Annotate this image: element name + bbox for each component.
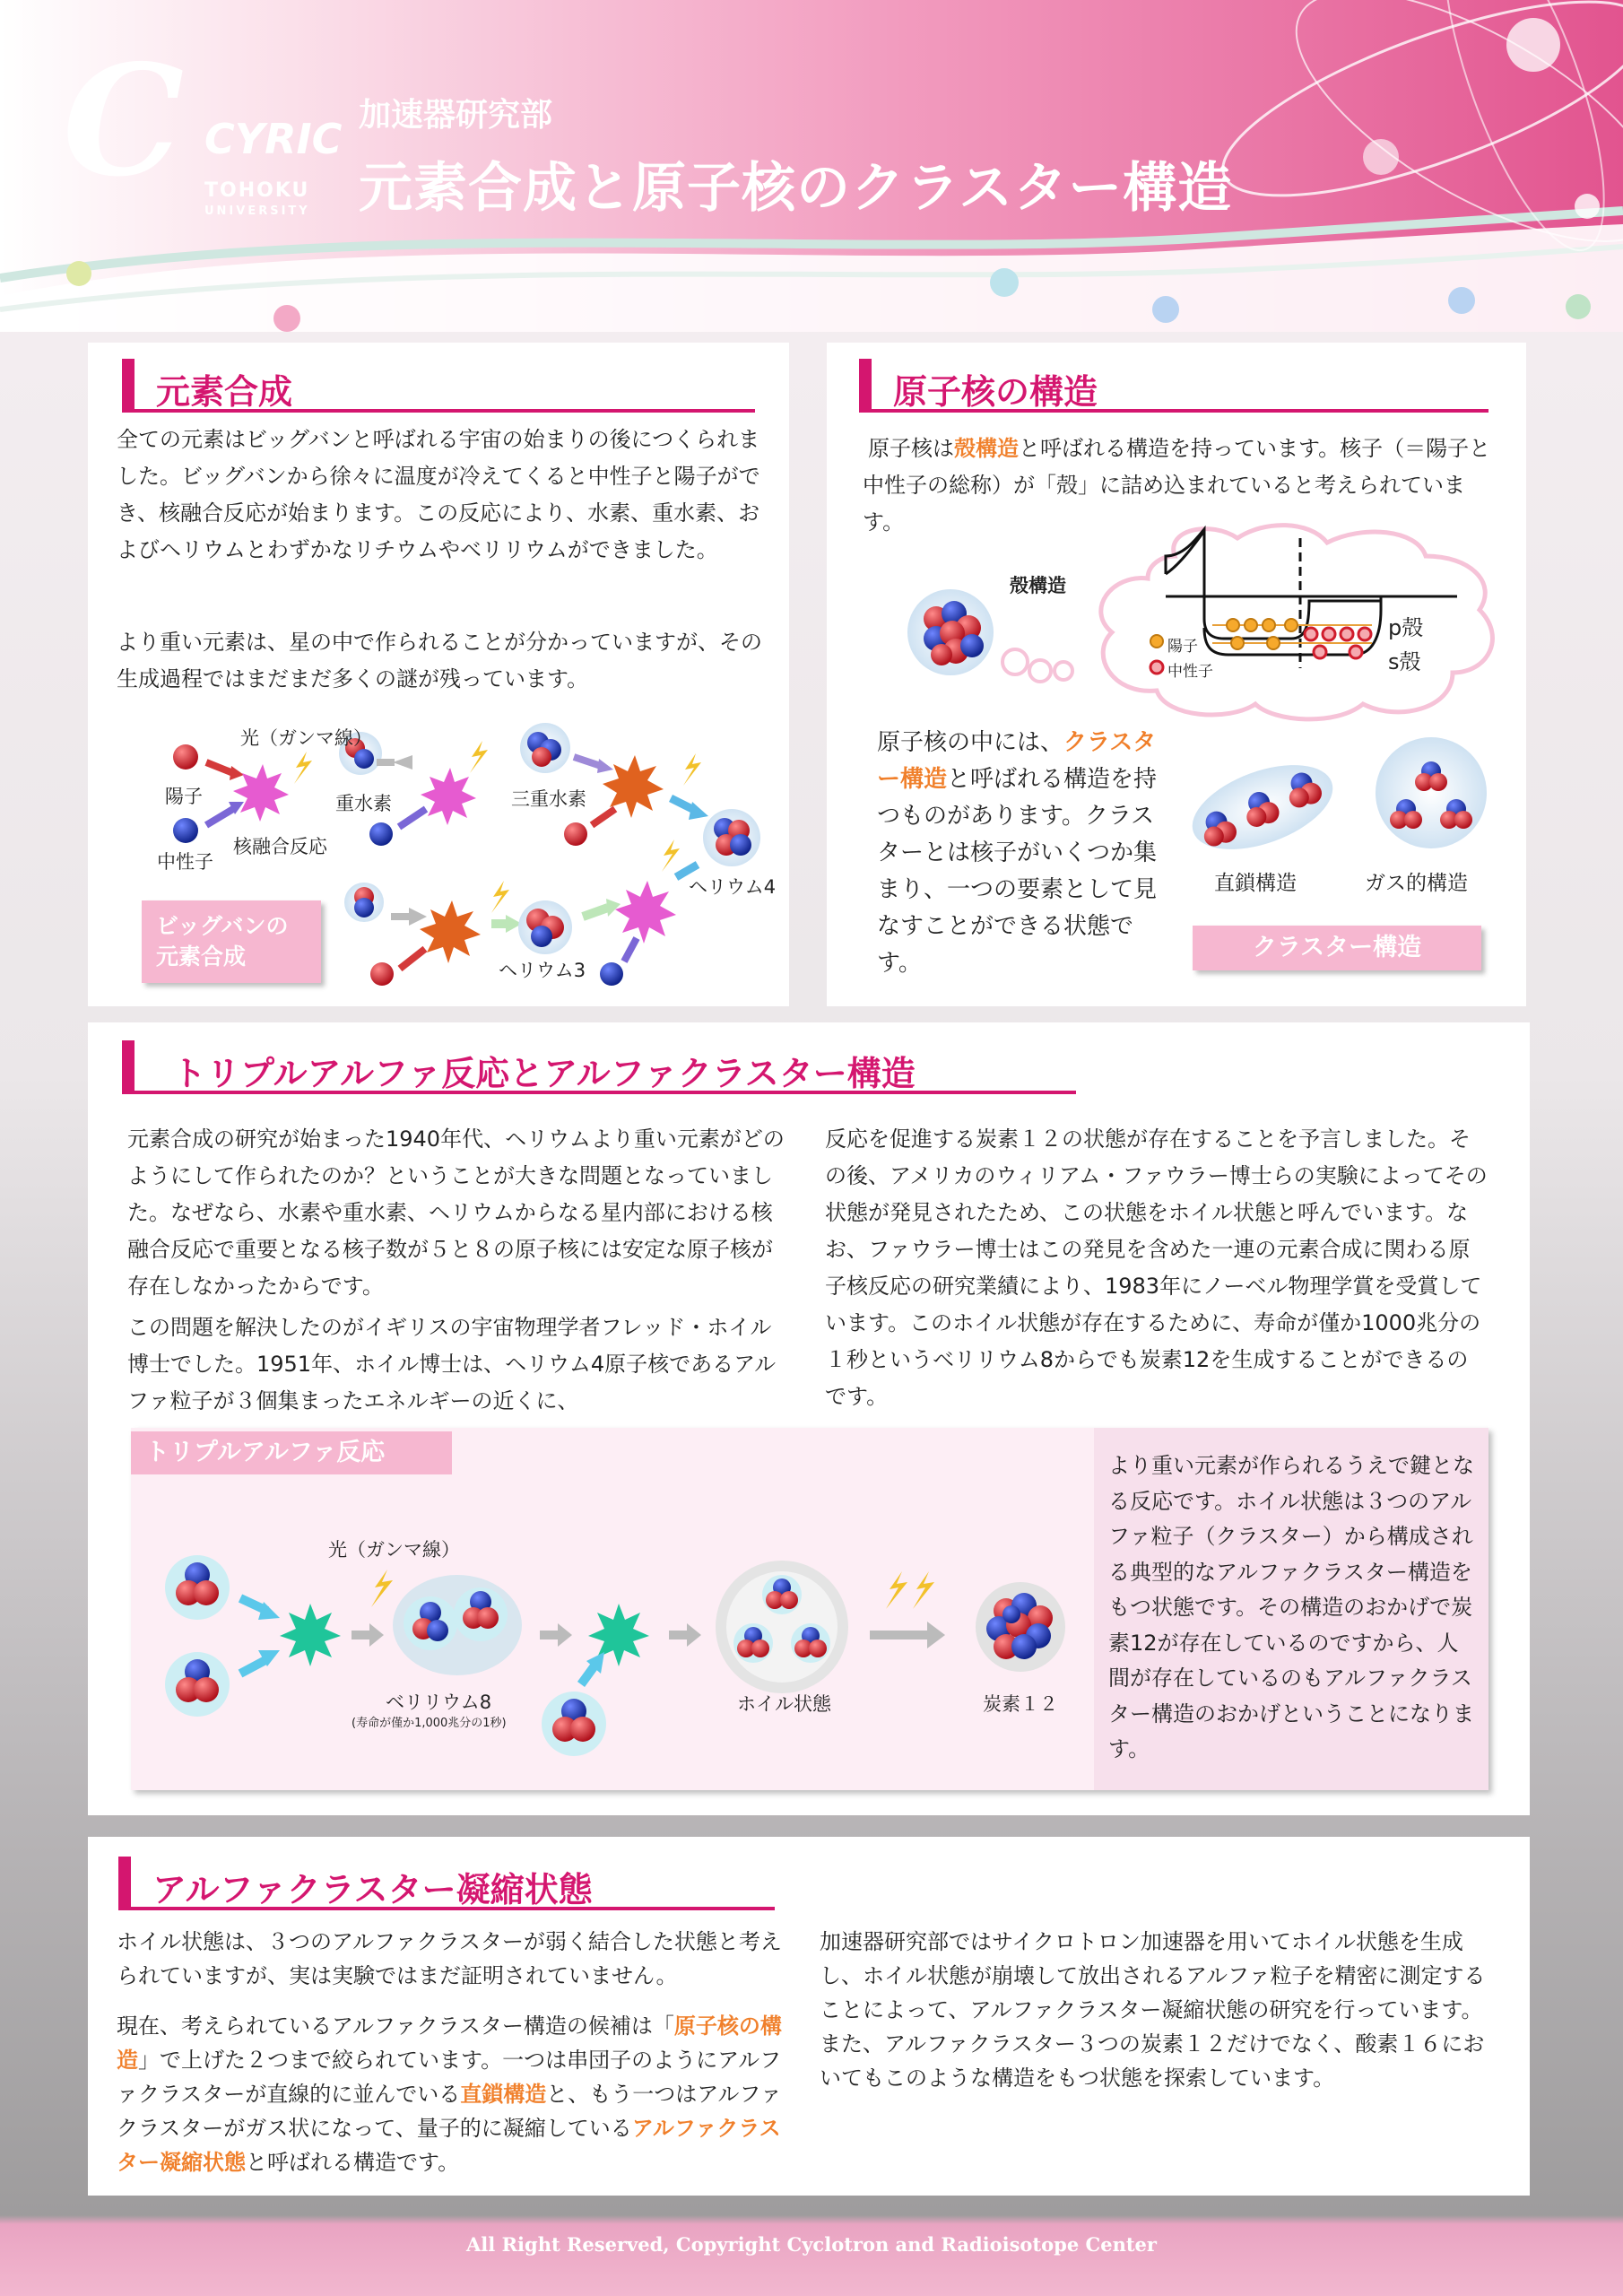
label-helium4: ヘリウム4 (689, 876, 777, 898)
highlight-shell: 殻構造 (954, 436, 1019, 461)
text-run: 現在、考えられているアルファクラスター構造の候補は「 (117, 2013, 674, 2039)
paragraph: 元素合成の研究が始まった1940年代、ヘリウムより重い元素がどのようにして作られたのか？ということが大きな問題となっていました。なぜなら、水素や重水素、ヘリウムからなる星内部における核融合反応で重要となる核子数が５と８の原子核には安定な原子核が存在しなかったからです。 (127, 1126, 785, 1299)
section-heading (122, 1040, 1076, 1094)
legend-neutron: 中性子 (1167, 663, 1213, 681)
label-p-shell: p殻 (1388, 615, 1424, 640)
side-paragraph: より重い元素が作られるうえで鍵となる反応です。ホイル状態は３つのアルファ粒子（クラスター）から構成される典型的なアルファクラスター構造をもつ状態です。その構造のおかげで炭素12が存在しているのですから、人間が存在しているのもアルファクラスター構造のおかげということになります。 (1108, 1453, 1474, 1761)
paragraph: より重い元素は、星の中で作られることが分かっていますが、その生成過程ではまだまだ多くの謎が残っています。 (117, 630, 762, 691)
highlight-cluster: クラスター構造 (877, 729, 1157, 793)
text-run: 原子核は (868, 436, 954, 461)
label-light: 光（ガンマ線） (240, 727, 372, 749)
text-run: と呼ばれる構造です。 (246, 2150, 460, 2175)
department-label: 加速器研究部 (359, 97, 553, 134)
alpha-particle-icon (542, 1692, 606, 1756)
label-s-shell: s殻 (1388, 649, 1421, 674)
highlight-condensate: アルファクラスター凝縮状態 (117, 2116, 781, 2175)
highlight-nuclear-structure: 原子核の構造 (117, 2013, 782, 2073)
text-run: と呼ばれる構造を持っています。核子（＝陽子と中性子の総称）が「殻」に詰め込まれていると考えられています。 (863, 436, 1491, 535)
header-banner (0, 0, 1623, 332)
neutron-icon (173, 818, 198, 843)
beryllium8-icon (393, 1575, 522, 1675)
logo-mark: C (63, 31, 185, 211)
alpha-particle-icon (165, 1652, 230, 1717)
logo-subtext-university: UNIVERSITY (204, 204, 310, 218)
triple-alpha-diagram (152, 1525, 1085, 1776)
paragraph: この問題を解決したのがイギリスの宇宙物理学者フレッド・ホイル博士でした。1951年、ホイル博士は、ヘリウム4原子核であるアルファ粒子が３個集まったエネルギーの近くに、 (127, 1315, 777, 1413)
footer-copyright: All Right Reserved, Copyright Cyclotron and Radioisotope Center (466, 2233, 1157, 2256)
label-deuterium: 重水素 (335, 793, 392, 814)
heading-text: トリプルアルファ反応とアルファクラスター構造 (172, 1054, 916, 1093)
section-heading (118, 1857, 775, 1910)
paragraph: 反応を促進する炭素１２の状態が存在することを予言しました。その後、アメリカのウィリアム・ファウラー博士らの実験によってその状態が発見されたため、この状態をホイル状態と呼んでいます。なお、ファウラー博士はこの発見を含めた一連の元素合成に関わる原子核反応の研究業績により、1983年にノーベル物理学賞を受賞しています。このホイル状態が存在するために、寿命が僅か1000兆分の１秒というベリリウム8からでも炭素12を生成することができるのです。 (825, 1126, 1488, 1409)
heading-text: 元素合成 (156, 372, 293, 412)
bigbang-label-box: ビッグバンの元素合成 (142, 900, 321, 983)
fusion-burst-icon (233, 764, 289, 822)
label-carbon12: 炭素１２ (983, 1693, 1058, 1715)
label-beryllium8-lifetime: (寿命が僅か1,000兆分の1秒) (352, 1717, 507, 1730)
logo-text: CYRIC (204, 115, 343, 163)
label-light: 光（ガンマ線） (328, 1539, 460, 1561)
label-beryllium8: ベリリウム8 (386, 1692, 492, 1713)
lightning-icon (371, 1570, 393, 1607)
text-run: 」で上げた２つまで絞られています。一つは串団子のようにアルファクラスターが直線的に並んでいる (117, 2048, 782, 2107)
legend-proton-icon (1150, 635, 1163, 648)
text-run: と、もう一つはアルファクラスターがガス状になって、量子的に凝縮している (117, 2082, 782, 2141)
label-fusion: 核融合反応 (233, 836, 327, 857)
gas-like-icon (1376, 737, 1487, 848)
section-heading (122, 359, 755, 413)
label-shell-structure: 殻構造 (1010, 575, 1066, 596)
heading-text: アルファクラスター凝縮状態 (152, 1870, 593, 1909)
label-gas-like: ガス的構造 (1365, 872, 1468, 895)
text-run: と呼ばれる構造を持つものがあります。クラスターとは核子がいくつか集まり、一つの要素として見なすことができる状態です。 (877, 766, 1158, 977)
heading-text: 原子核の構造 (893, 372, 1098, 412)
page-title: 元素合成と原子核のクラスター構造 (359, 157, 1233, 220)
alpha-particle-icon (165, 1555, 230, 1620)
logo-subtext: TOHOKU (204, 179, 310, 202)
label-proton: 陽子 (165, 786, 203, 807)
paragraph: 全ての元素はビッグバンと呼ばれる宇宙の始まりの後につくられました。ビッグバンから徐々に温度が冷えてくると中性子と陽子ができ、核融合反応が始まります。この反応により、水素、重水素、およびヘリウムとわずかなリチウムやベリリウムができました。 (117, 427, 760, 562)
label-neutron: 中性子 (157, 851, 213, 873)
carbon12-icon (976, 1582, 1065, 1672)
label-hoyle-state: ホイル状態 (737, 1693, 831, 1715)
triple-alpha-title: トリプルアルファ反応 (131, 1431, 452, 1474)
legend-proton: 陽子 (1167, 638, 1198, 656)
hoyle-state-icon (716, 1561, 848, 1693)
paragraph (877, 725, 1173, 982)
reaction-burst-icon (280, 1604, 341, 1666)
label-linear-chain: 直鎖構造 (1214, 872, 1297, 895)
label-tritium: 三重水素 (511, 788, 586, 810)
cluster-label-box: クラスター構造 (1193, 926, 1481, 970)
paragraph (117, 2009, 798, 2179)
proton-icon (173, 744, 198, 770)
paragraph: 加速器研究部ではサイクロトロン加速器を用いてホイル状態を生成し、ホイル状態が崩壊して放出されるアルファ粒子を精密に測定することによって、アルファクラスター凝縮状態の研究を行っています。また、アルファクラスター３つの炭素１２だけでなく、酸素１６においてもこのような構造をもつ状態を探索しています。 (820, 1929, 1486, 2091)
cluster-diagrams (1182, 735, 1505, 870)
linear-chain-icon (1181, 748, 1343, 865)
legend-neutron-icon (1150, 661, 1163, 674)
label-helium3: ヘリウム3 (499, 960, 586, 981)
section-heading (859, 359, 1488, 413)
highlight-linear-chain: 直鎖構造 (460, 2082, 547, 2107)
text-run: 原子核の中には、 (877, 729, 1064, 756)
lightning-icon (294, 752, 312, 784)
paragraph: ホイル状態は、３つのアルファクラスターが弱く結合した状態と考えられていますが、実は実験ではまだ証明されていません。 (117, 1929, 782, 1988)
